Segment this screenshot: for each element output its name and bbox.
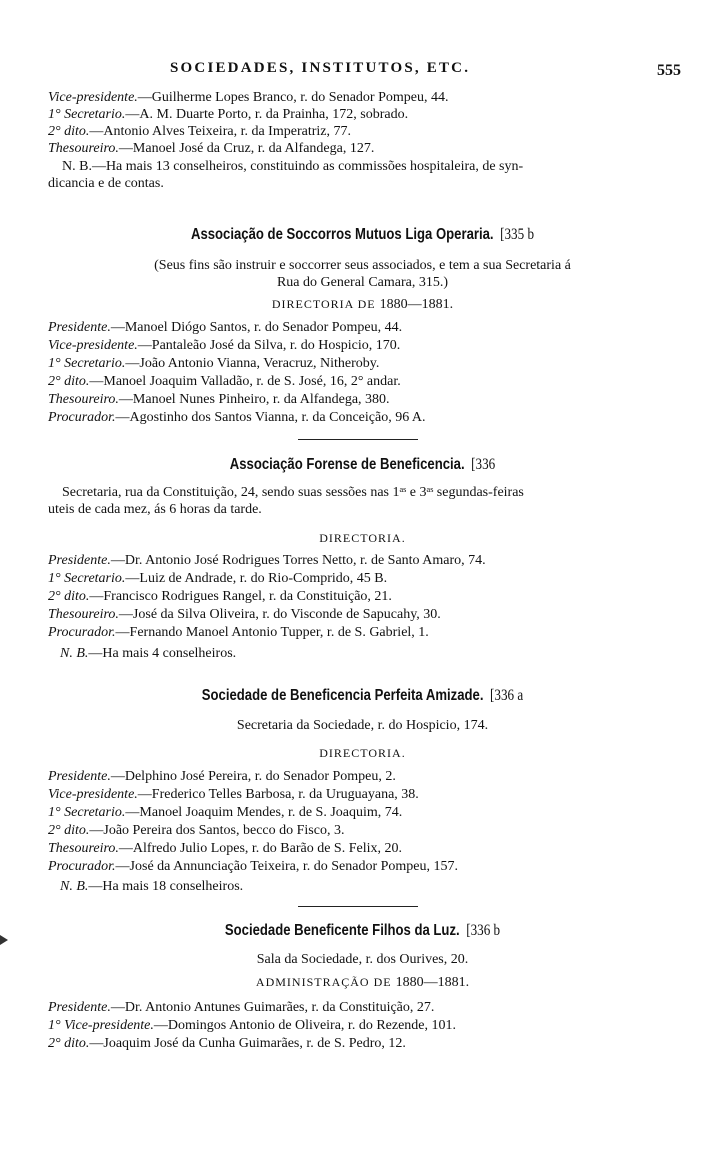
- entry-role: Procurador.: [48, 859, 116, 874]
- entry-line: [48, 356, 673, 373]
- entry-line: [48, 320, 673, 337]
- note-role: N. B.: [60, 879, 89, 894]
- board-label: ADMINISTRAÇÃO DE: [255, 975, 392, 989]
- entry-line: [48, 90, 673, 107]
- entry-line: [48, 589, 673, 606]
- entry-text: —Luiz de Andrade, r. do Rio-Comprido, 45 B.: [125, 571, 388, 586]
- entry-text: —Agostinho dos Santos Vianna, r. da Conceição, 96 A.: [115, 410, 426, 425]
- entry-line: [48, 410, 673, 427]
- entry-role: 1° Secretario.: [48, 805, 126, 820]
- note-line: dicancia e de contas.: [48, 176, 164, 191]
- board-heading: [0, 975, 725, 991]
- entry-text: —Manoel José da Cruz, r. da Alfandega, 127.: [118, 141, 375, 156]
- entry-role: 1° Secretario.: [48, 107, 126, 122]
- entry-text: —Manoel Joaquim Valladão, r. de S. José, 16, 2° andar.: [89, 374, 401, 389]
- entry-line: [48, 141, 673, 158]
- entry-role: Presidente.: [48, 769, 111, 784]
- entry-text: —Pantaleão José da Silva, r. do Hospicio, 170.: [137, 338, 401, 353]
- page-number: 555: [657, 62, 681, 79]
- entry-text: —João Antonio Vianna, Veracruz, Nitheroby.: [125, 356, 380, 371]
- entry-text: —José da Annunciação Teixeira, r. do Senador Pompeu, 157.: [115, 859, 459, 874]
- entry-role: 2° dito.: [48, 374, 90, 389]
- note-text: —Ha mais 18 conselheiros.: [88, 879, 244, 894]
- entry-text: —Frederico Telles Barbosa, r. da Uruguayana, 38.: [137, 787, 419, 802]
- board-heading: DIRECTORIA.: [319, 746, 406, 760]
- entry-text: —Fernando Manoel Antonio Tupper, r. de S. Gabriel, 1.: [115, 625, 429, 640]
- note-text: —Ha mais 4 conselheiros.: [88, 646, 237, 661]
- entry-role: 1° Secretario.: [48, 571, 126, 586]
- section-title-text: Sociedade de Beneficencia Perfeita Amizade.: [201, 687, 484, 704]
- entry-role: Presidente.: [48, 553, 111, 568]
- board-heading: DIRECTORIA.: [319, 531, 406, 545]
- board-years: 1880—1881.: [395, 975, 470, 990]
- section-title: [65, 456, 660, 474]
- entry-role: 2° dito.: [48, 124, 90, 139]
- entry-line: [48, 374, 673, 391]
- entry-role: Presidente.: [48, 1000, 111, 1015]
- entry-text: —João Pereira dos Santos, becco do Fisco, 3.: [89, 823, 345, 838]
- entry-text: —Dr. Antonio José Rodrigues Torres Netto, r. de Santo Amaro, 74.: [110, 553, 486, 568]
- entry-line: [48, 392, 673, 409]
- section-ref: [336 b: [466, 922, 501, 939]
- entry-text: —Delphino José Pereira, r. do Senador Pompeu, 2.: [110, 769, 396, 784]
- entry-line: [48, 805, 673, 822]
- note-line: [60, 879, 243, 895]
- section-description: Rua do General Camara, 315.): [276, 275, 449, 290]
- section-title: [65, 922, 660, 940]
- entry-line: [48, 553, 673, 570]
- entry-text: —Manoel Diógo Santos, r. do Senador Pompeu, 44.: [110, 320, 403, 335]
- section-description: Secretaria, rua da Constituição, 24, sendo suas sessões nas 1ᵃˢ e 3ᵃˢ segundas-feiras: [62, 485, 524, 500]
- entry-role: Thesoureiro.: [48, 841, 119, 856]
- board-years: 1880—1881.: [379, 297, 454, 312]
- board-label: DIRECTORIA DE: [271, 297, 376, 311]
- note-role: N. B.: [60, 646, 89, 661]
- entry-role: Vice-presidente.: [48, 787, 138, 802]
- entry-line: [48, 107, 673, 124]
- entry-role: Procurador.: [48, 410, 116, 425]
- entry-role: 1° Secretario.: [48, 356, 126, 371]
- section-title-text: Associação Forense de Beneficencia.: [229, 456, 465, 473]
- entry-text: —Antonio Alves Teixeira, r. da Imperatriz, 77.: [89, 124, 351, 139]
- section-divider: [298, 439, 418, 440]
- entry-text: —Domingos Antonio de Oliveira, r. do Rezende, 101.: [153, 1018, 457, 1033]
- entry-line: [48, 625, 673, 642]
- section-title-text: Sociedade Beneficente Filhos da Luz.: [224, 922, 460, 939]
- entry-role: Vice-presidente.: [48, 90, 138, 105]
- entry-line: [48, 571, 673, 588]
- entry-line: [48, 1018, 673, 1035]
- entry-line: [48, 1000, 673, 1017]
- entry-text: —José da Silva Oliveira, r. do Visconde de Sapucahy, 30.: [118, 607, 441, 622]
- entry-role: Thesoureiro.: [48, 141, 119, 156]
- board-heading: [0, 297, 725, 313]
- entry-line: [48, 124, 673, 141]
- section-ref: [336 a: [490, 687, 524, 704]
- entry-role: Procurador.: [48, 625, 116, 640]
- running-title: SOCIEDADES, INSTITUTOS, ETC.: [170, 60, 471, 76]
- entry-role: Thesoureiro.: [48, 392, 119, 407]
- note-line: N. B.—Ha mais 13 conselheiros, constituindo as commissões hospitaleira, de syn-: [62, 159, 524, 174]
- entry-text: —Francisco Rodrigues Rangel, r. da Constituição, 21.: [89, 589, 392, 604]
- section-description: Secretaria da Sociedade, r. do Hospicio, 174.: [236, 718, 489, 733]
- entry-line: [48, 607, 673, 624]
- running-head: [0, 60, 725, 84]
- entry-text: —Alfredo Julio Lopes, r. do Barão de S. Felix, 20.: [118, 841, 402, 856]
- section-title-text: Associação de Soccorros Mutuos Liga Operaria.: [190, 226, 494, 243]
- entry-line: [48, 769, 673, 786]
- section-ref: [335 b: [500, 226, 535, 243]
- entry-text: —Manoel Nunes Pinheiro, r. da Alfandega, 380.: [118, 392, 390, 407]
- margin-pointer-icon: [0, 935, 8, 945]
- entry-text: —Manoel Joaquim Mendes, r. de S. Joaquim, 74.: [125, 805, 403, 820]
- note-line: [60, 646, 236, 662]
- section-ref: [336: [471, 456, 496, 473]
- entry-role: 2° dito.: [48, 1036, 90, 1051]
- entry-text: —Joaquim José da Cunha Guimarães, r. de S. Pedro, 12.: [89, 1036, 406, 1051]
- entry-text: —A. M. Duarte Porto, r. da Prainha, 172, sobrado.: [125, 107, 409, 122]
- section-description: (Seus fins são instruir e soccorrer seus associados, e tem a sua Secretaria á: [154, 258, 571, 273]
- section-title: [65, 687, 660, 705]
- entry-line: [48, 841, 673, 858]
- section-title: [65, 226, 660, 244]
- entry-line: [48, 823, 673, 840]
- section-description: uteis de cada mez, ás 6 horas da tarde.: [48, 502, 262, 517]
- entry-line: [48, 787, 673, 804]
- entry-line: [48, 338, 673, 355]
- section-divider: [298, 906, 418, 907]
- entry-role: Presidente.: [48, 320, 111, 335]
- entry-role: 2° dito.: [48, 589, 90, 604]
- entry-line: [48, 859, 673, 876]
- entry-text: —Guilherme Lopes Branco, r. do Senador Pompeu, 44.: [137, 90, 449, 105]
- entry-line: [48, 1036, 673, 1053]
- section-description: Sala da Sociedade, r. dos Ourives, 20.: [256, 952, 469, 967]
- entry-role: 1° Vice-presidente.: [48, 1018, 154, 1033]
- entry-text: —Dr. Antonio Antunes Guimarães, r. da Constituição, 27.: [110, 1000, 435, 1015]
- entry-role: 2° dito.: [48, 823, 90, 838]
- entry-role: Thesoureiro.: [48, 607, 119, 622]
- entry-role: Vice-presidente.: [48, 338, 138, 353]
